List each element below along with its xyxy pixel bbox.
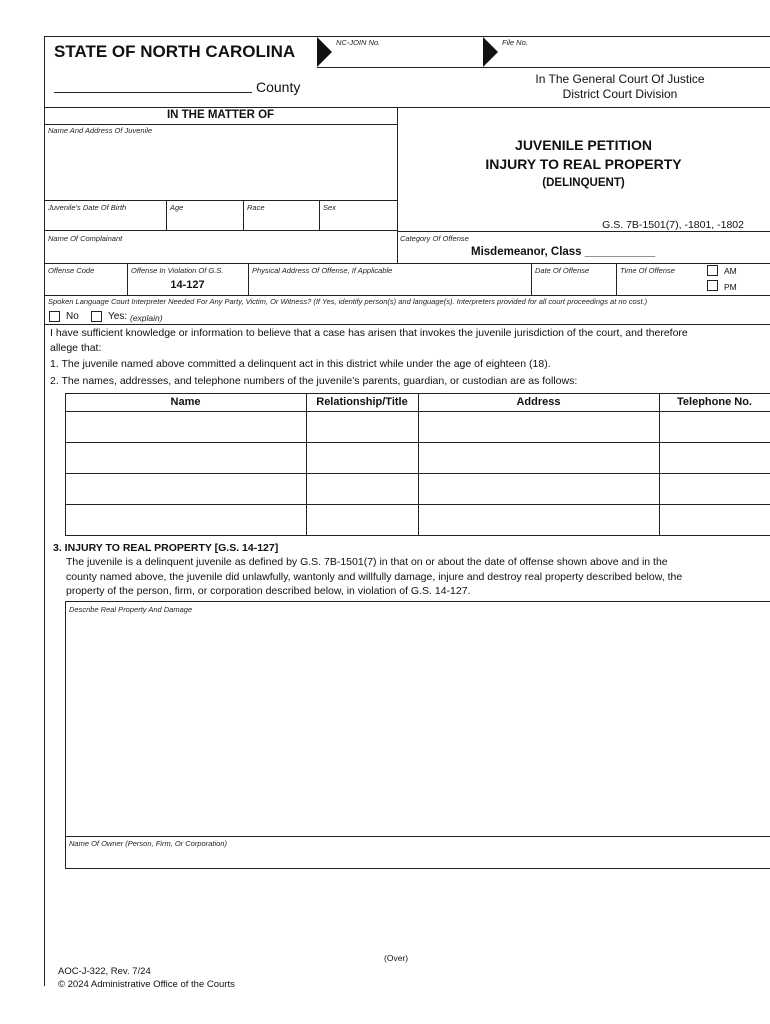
- intro-line1: I have sufficient knowledge or information to believe that a case has arisen that invokes the juvenile jurisdiction of the court, and therefore: [50, 327, 688, 339]
- state-title: STATE OF NORTH CAROLINA: [54, 42, 296, 61]
- offense-date-label: Date Of Offense: [535, 266, 590, 275]
- petition-title-line3: (DELINQUENT): [542, 177, 625, 189]
- interpreter-line: [44, 324, 770, 325]
- copyright: © 2024 Administrative Office of the Courts: [58, 979, 235, 990]
- table-row[interactable]: [66, 505, 769, 535]
- owner-line: [65, 836, 770, 837]
- col-header-name: Name: [170, 396, 201, 408]
- matter-heading: IN THE MATTER OF: [166, 109, 275, 121]
- interpreter-text: Spoken Language Court Interpreter Needed For Any Party, Victim, Or Witness? (If Yes, identify person(s) and language(s). Interpreters provided for all court proceedings at no cost.): [48, 297, 648, 306]
- interpreter-no-label: No: [66, 311, 79, 322]
- county-field[interactable]: [54, 92, 252, 93]
- header-divider: [317, 67, 770, 68]
- am-label: AM: [724, 266, 737, 276]
- category-value[interactable]: Misdemeanor, Class ___________: [471, 246, 656, 258]
- violation-label: Offense In Violation Of G.S.: [131, 266, 224, 275]
- county-label: County: [256, 79, 301, 95]
- petition-title-line1: JUVENILE PETITION: [515, 137, 652, 153]
- sex-divider: [319, 200, 320, 230]
- section3-heading: 3. INJURY TO REAL PROPERTY [G.S. 14-127]: [53, 542, 279, 554]
- juvenile-name-field[interactable]: [45, 135, 396, 199]
- section3-text2: county named above, the juvenile did unlawfully, wantonly and willfully damage, injure and destroy real property described below, the: [66, 571, 683, 583]
- complainant-label: Name Of Complainant: [48, 234, 123, 243]
- dob-line: [44, 200, 397, 201]
- race-divider: [243, 200, 244, 230]
- offense-code-label: Offense Code: [48, 266, 95, 275]
- juvenile-name-label: Name And Address Of Juvenile: [48, 126, 153, 135]
- interpreter-yes-label: Yes:: [108, 311, 128, 322]
- violation-value: 14-127: [170, 279, 205, 291]
- ncjoin-arrow-icon: [317, 37, 332, 67]
- top-border: [44, 36, 770, 37]
- file-label: File No.: [502, 38, 528, 47]
- offense-row-bottom: [44, 295, 770, 296]
- table-row[interactable]: [66, 474, 769, 504]
- file-arrow-icon: [483, 37, 498, 67]
- offense-time-label: Time Of Offense: [620, 266, 675, 275]
- age-label: Age: [170, 203, 184, 212]
- race-label: Race: [247, 203, 265, 212]
- over-label: (Over): [384, 953, 409, 963]
- category-label: Category Of Offense: [400, 234, 469, 243]
- intro-line2: allege that:: [50, 342, 102, 354]
- describe-box[interactable]: [65, 601, 770, 869]
- am-checkbox[interactable]: [707, 265, 718, 276]
- date-divider: [531, 263, 532, 295]
- address-divider: [248, 263, 249, 295]
- dob-label: Juvenile’s Date Of Birth: [48, 203, 127, 212]
- table-row[interactable]: [66, 443, 769, 473]
- section3-text1: The juvenile is a delinquent juvenile as defined by G.S. 7B-1501(7) in that on or about the date of offense shown above and in the: [66, 556, 668, 568]
- court-line1: In The General Court Of Justice: [535, 72, 705, 86]
- item2-text: 2. The names, addresses, and telephone numbers of the juvenile’s parents, guardian, or custodian are as follows:: [50, 375, 578, 387]
- age-divider: [166, 200, 167, 230]
- sex-label: Sex: [323, 203, 336, 212]
- owner-label: Name Of Owner (Person, Firm, Or Corporation): [69, 839, 227, 848]
- interpreter-no-checkbox[interactable]: [49, 311, 60, 322]
- offense-row-top: [44, 263, 770, 264]
- interpreter-yes-checkbox[interactable]: [91, 311, 102, 322]
- court-line2: District Court Division: [562, 87, 678, 101]
- ncjoin-label: NC-JOIN No.: [336, 38, 381, 47]
- col-header-relationship: Relationship/Title: [316, 396, 408, 408]
- matter-heading-line: [44, 124, 397, 125]
- describe-label: Describe Real Property And Damage: [69, 605, 193, 614]
- pm-label: PM: [724, 282, 737, 292]
- statute-ref: G.S. 7B-1501(7), -1801, -1802: [602, 219, 744, 231]
- table-row[interactable]: [66, 412, 769, 442]
- petition-title-line2: INJURY TO REAL PROPERTY: [485, 156, 682, 172]
- time-divider: [616, 263, 617, 295]
- form-number: AOC-J-322, Rev. 7/24: [58, 966, 151, 977]
- offense-address-label: Physical Address Of Offense, If Applicable: [252, 266, 393, 275]
- col-header-address: Address: [516, 396, 561, 408]
- complainant-line: [44, 230, 397, 231]
- section3-text3: property of the person, firm, or corporation described below, in violation of G.S. 14-127.: [66, 585, 471, 597]
- interpreter-explain: (explain): [130, 313, 163, 323]
- pm-checkbox[interactable]: [707, 280, 718, 291]
- col-header-telephone: Telephone No.: [677, 396, 752, 408]
- item1-text: 1. The juvenile named above committed a delinquent act in this district while under the age of eighteen (18).: [50, 358, 551, 370]
- matter-top-line: [44, 107, 770, 108]
- category-line: [397, 231, 770, 232]
